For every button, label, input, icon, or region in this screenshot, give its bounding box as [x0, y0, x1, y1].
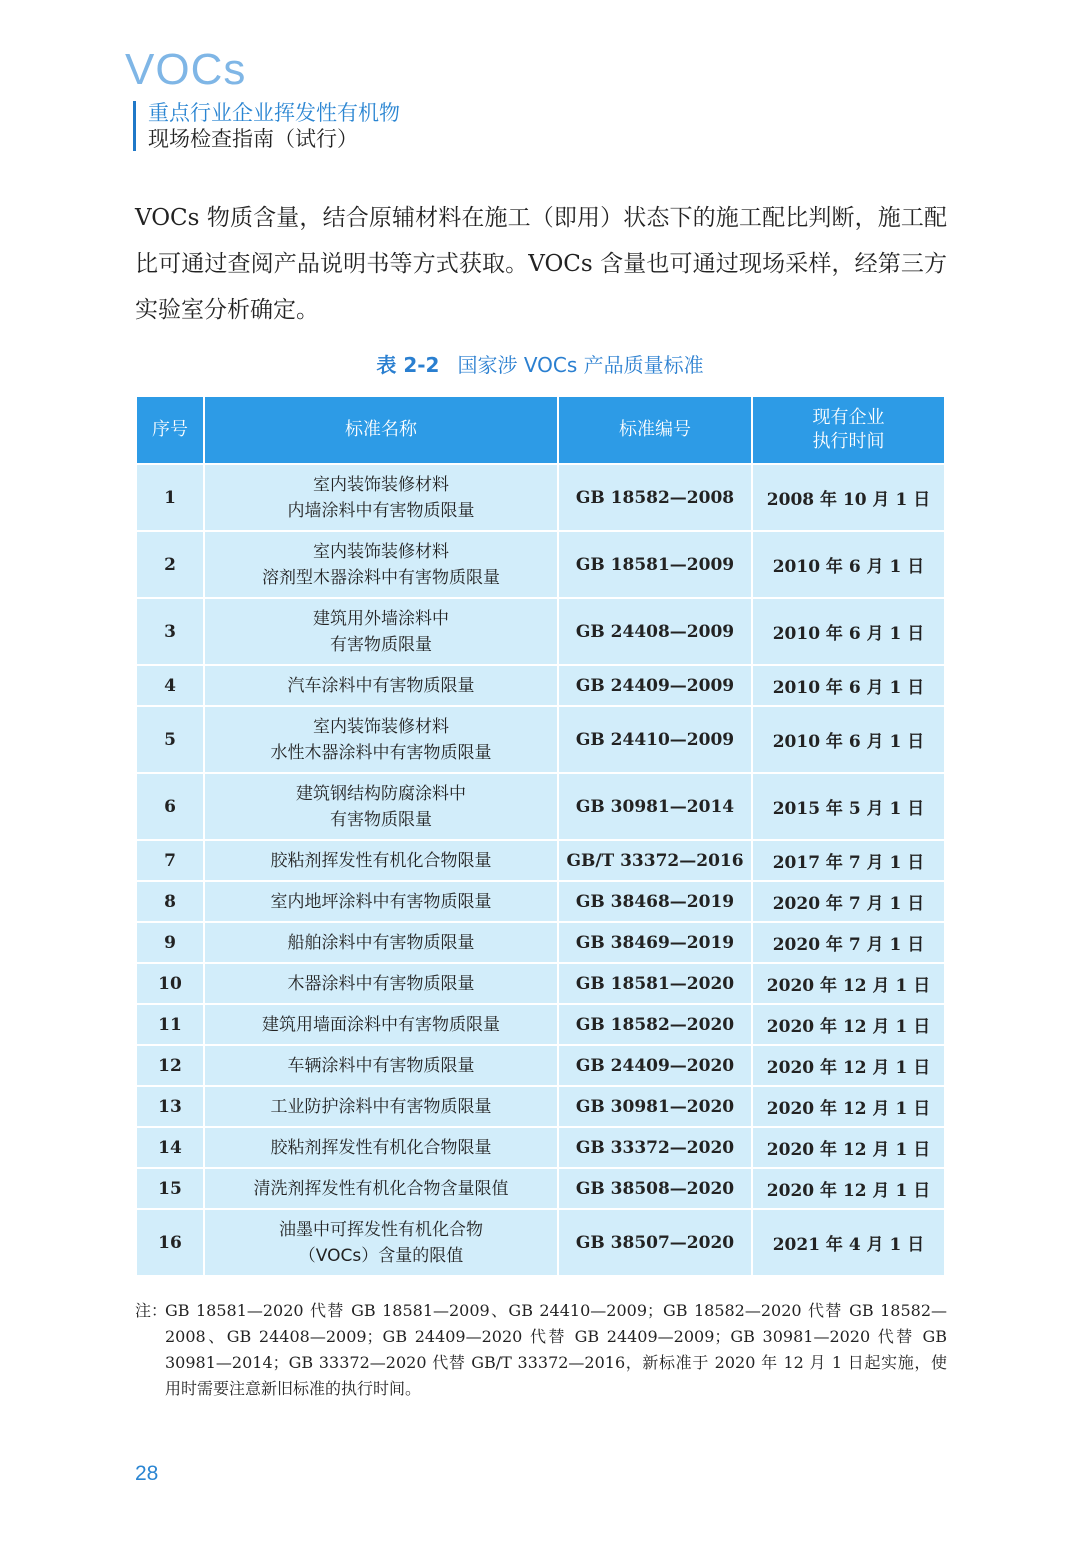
- table-caption-number: 表 2-2: [376, 353, 440, 377]
- row-standard-name-line1: 工业防护涂料中有害物质限量: [270, 1096, 492, 1117]
- row-standard-name-line1: 胶粘剂挥发性有机化合物限量: [270, 850, 492, 871]
- row-standard-code: GB 18582—2008: [558, 464, 752, 531]
- row-standard-code: GB 24408—2009: [558, 598, 752, 665]
- vocs-logo: VOCs: [125, 45, 247, 94]
- row-standard-code: GB 18581—2009: [558, 531, 752, 598]
- row-index: 16: [136, 1209, 204, 1276]
- row-index: 11: [136, 1004, 204, 1045]
- row-index: 1: [136, 464, 204, 531]
- row-standard-name-line1: 建筑用墙面涂料中有害物质限量: [262, 1014, 500, 1035]
- row-standard-name-line2: 水性木器涂料中有害物质限量: [270, 742, 492, 763]
- row-standard-name: [204, 665, 558, 706]
- table-header-row: [136, 396, 945, 464]
- row-standard-name: [204, 598, 558, 665]
- table-caption: [0, 350, 1080, 380]
- row-effective-date: 2020 年 12 月 1 日: [752, 1168, 945, 1209]
- row-standard-name: [204, 1168, 558, 1209]
- table-row: [136, 840, 945, 881]
- row-effective-date: 2020 年 12 月 1 日: [752, 963, 945, 1004]
- table-row: [136, 1168, 945, 1209]
- table-row: [136, 963, 945, 1004]
- row-effective-date: 2010 年 6 月 1 日: [752, 665, 945, 706]
- table-row: [136, 665, 945, 706]
- row-standard-name-line1: 油墨中可挥发性有机化合物: [279, 1219, 483, 1240]
- row-index: 8: [136, 881, 204, 922]
- row-standard-code: GB 38508—2020: [558, 1168, 752, 1209]
- row-effective-date: 2020 年 12 月 1 日: [752, 1086, 945, 1127]
- row-effective-date: 2008 年 10 月 1 日: [752, 464, 945, 531]
- row-standard-name-line1: 船舶涂料中有害物质限量: [287, 932, 475, 953]
- row-standard-name: [204, 1127, 558, 1168]
- row-standard-name: [204, 464, 558, 531]
- row-index: 10: [136, 963, 204, 1004]
- standards-table: [135, 395, 946, 1277]
- table-row: [136, 598, 945, 665]
- row-index: 6: [136, 773, 204, 840]
- row-index: 4: [136, 665, 204, 706]
- table-row: [136, 881, 945, 922]
- row-standard-code: GB/T 33372—2016: [558, 840, 752, 881]
- row-effective-date: 2010 年 6 月 1 日: [752, 531, 945, 598]
- table-row: [136, 531, 945, 598]
- row-standard-code: GB 18581—2020: [558, 963, 752, 1004]
- row-index: 2: [136, 531, 204, 598]
- header-accent-bar: [133, 101, 136, 151]
- note-text: GB 18581—2020 代替 GB 18581—2009、GB 24410—2009；GB 18582—2020 代替 GB 18582—2008、GB 24408—2009；GB 24409—2020 代替 GB 24409—2009；GB 30981—2020 代替 GB 30981—2014；GB 33372—2020 代替 GB/T 33372—2016，新标准于 2020 年 12 月 1 日起实施，使用时需要注意新旧标准的执行时间。: [165, 1301, 947, 1398]
- row-standard-name-line1: 室内装饰装修材料: [313, 541, 449, 562]
- header-index: 序号: [136, 396, 204, 464]
- row-effective-date: 2017 年 7 月 1 日: [752, 840, 945, 881]
- row-index: 9: [136, 922, 204, 963]
- table-row: [136, 773, 945, 840]
- row-standard-name: [204, 963, 558, 1004]
- row-standard-name: [204, 706, 558, 773]
- header-date-line2: 执行时间: [812, 431, 885, 452]
- row-standard-code: GB 33372—2020: [558, 1127, 752, 1168]
- row-standard-name-line2: 溶剂型木器涂料中有害物质限量: [262, 567, 500, 588]
- row-standard-name-line1: 汽车涂料中有害物质限量: [287, 675, 475, 696]
- table-row: [136, 1045, 945, 1086]
- row-standard-name-line2: （VOCs）含量的限值: [298, 1245, 464, 1266]
- row-standard-name-line1: 车辆涂料中有害物质限量: [287, 1055, 475, 1076]
- row-standard-name-line1: 室内地坪涂料中有害物质限量: [270, 891, 492, 912]
- header-title-line1: 重点行业企业挥发性有机物: [148, 101, 400, 125]
- table-row: [136, 464, 945, 531]
- row-standard-code: GB 24409—2009: [558, 665, 752, 706]
- row-standard-code: GB 38507—2020: [558, 1209, 752, 1276]
- row-standard-name-line1: 清洗剂挥发性有机化合物含量限值: [253, 1178, 509, 1199]
- row-index: 7: [136, 840, 204, 881]
- row-effective-date: 2020 年 12 月 1 日: [752, 1045, 945, 1086]
- header-name: 标准名称: [204, 396, 558, 464]
- table-row: [136, 922, 945, 963]
- row-standard-name: [204, 1004, 558, 1045]
- row-index: 13: [136, 1086, 204, 1127]
- row-effective-date: 2020 年 7 月 1 日: [752, 881, 945, 922]
- row-index: 14: [136, 1127, 204, 1168]
- row-standard-name-line1: 胶粘剂挥发性有机化合物限量: [270, 1137, 492, 1158]
- row-standard-name-line1: 室内装饰装修材料: [313, 716, 449, 737]
- header-date: [752, 396, 945, 464]
- header-code: 标准编号: [558, 396, 752, 464]
- row-standard-name-line1: 木器涂料中有害物质限量: [287, 973, 475, 994]
- row-standard-name-line2: 有害物质限量: [330, 634, 432, 655]
- row-standard-code: GB 30981—2020: [558, 1086, 752, 1127]
- row-standard-name-line2: 内墙涂料中有害物质限量: [287, 500, 475, 521]
- table-caption-title: 国家涉 VOCs 产品质量标准: [457, 353, 704, 377]
- row-effective-date: 2020 年 12 月 1 日: [752, 1004, 945, 1045]
- row-standard-code: GB 18582—2020: [558, 1004, 752, 1045]
- row-standard-name: [204, 531, 558, 598]
- row-standard-name-line2: 有害物质限量: [330, 809, 432, 830]
- row-index: 12: [136, 1045, 204, 1086]
- row-standard-code: GB 30981—2014: [558, 773, 752, 840]
- table-row: [136, 1004, 945, 1045]
- row-effective-date: 2015 年 5 月 1 日: [752, 773, 945, 840]
- row-standard-name-line1: 建筑钢结构防腐涂料中: [296, 783, 466, 804]
- table-row: [136, 1127, 945, 1168]
- header-title-line2: 现场检查指南（试行）: [148, 127, 358, 151]
- row-standard-name: [204, 881, 558, 922]
- row-index: 5: [136, 706, 204, 773]
- table-row: [136, 1209, 945, 1276]
- row-effective-date: 2010 年 6 月 1 日: [752, 706, 945, 773]
- note-label: 注：: [135, 1301, 168, 1320]
- row-standard-name: [204, 1045, 558, 1086]
- row-effective-date: 2020 年 12 月 1 日: [752, 1127, 945, 1168]
- row-standard-code: GB 24410—2009: [558, 706, 752, 773]
- row-effective-date: 2020 年 7 月 1 日: [752, 922, 945, 963]
- row-effective-date: 2021 年 4 月 1 日: [752, 1209, 945, 1276]
- row-index: 15: [136, 1168, 204, 1209]
- row-standard-name: [204, 1209, 558, 1276]
- page-number: 28: [135, 1462, 159, 1485]
- body-paragraph: VOCs 物质含量，结合原辅材料在施工（即用）状态下的施工配比判断，施工配比可通过查阅产品说明书等方式获取。VOCs 含量也可通过现场采样，经第三方实验室分析确定。: [135, 205, 947, 323]
- row-standard-name: [204, 922, 558, 963]
- row-standard-name-line1: 建筑用外墙涂料中: [313, 608, 449, 629]
- table-note: [135, 1298, 947, 1402]
- header-date-line1: 现有企业: [812, 407, 885, 428]
- row-index: 3: [136, 598, 204, 665]
- row-standard-name: [204, 840, 558, 881]
- row-effective-date: 2010 年 6 月 1 日: [752, 598, 945, 665]
- table-row: [136, 706, 945, 773]
- row-standard-code: GB 38469—2019: [558, 922, 752, 963]
- table-row: [136, 1086, 945, 1127]
- row-standard-name-line1: 室内装饰装修材料: [313, 474, 449, 495]
- row-standard-name: [204, 773, 558, 840]
- row-standard-name: [204, 1086, 558, 1127]
- row-standard-code: GB 24409—2020: [558, 1045, 752, 1086]
- row-standard-code: GB 38468—2019: [558, 881, 752, 922]
